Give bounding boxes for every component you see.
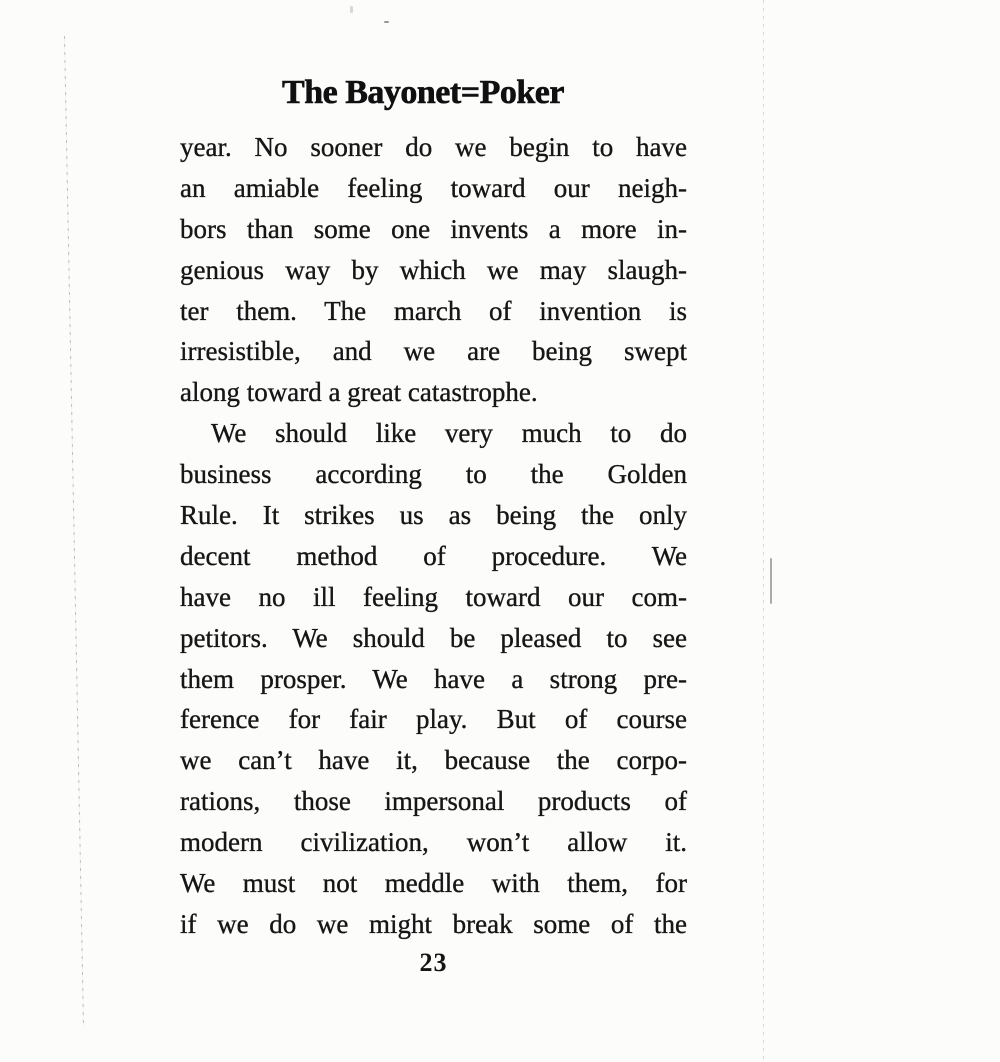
text-line: genious way by which we may slaugh-	[180, 254, 687, 285]
text-line: have no ill feeling toward our com-	[180, 581, 687, 612]
text-line: irresistible, and we are being swept	[180, 336, 687, 367]
text-line: Rule. It strikes us as being the only	[180, 500, 687, 531]
text-line: we can’t have it, because the corpo-	[180, 745, 687, 776]
text-line: if we do we might break some of the	[180, 908, 687, 939]
text-line: them prosper. We have a strong pre-	[180, 663, 687, 694]
scan-artifact-right-line	[763, 0, 764, 1062]
body-text	[180, 127, 687, 945]
text-line: We should like very much to do	[211, 418, 687, 449]
running-head-title: The Bayonet=Poker	[282, 74, 564, 111]
text-line: an amiable feeling toward our neigh-	[180, 172, 687, 203]
text-line: We must not meddle with them, for	[180, 868, 687, 899]
text-line: along toward a great catastrophe.	[180, 377, 538, 408]
scan-speck	[350, 6, 353, 13]
text-line: rations, those impersonal products of	[180, 786, 687, 817]
text-line: year. No sooner do we begin to have	[180, 132, 687, 162]
text-line: business according to the Golden	[180, 459, 687, 490]
text-line: decent method of procedure. We	[180, 540, 687, 571]
text-line: petitors. We should be pleased to see	[180, 622, 687, 653]
scan-artifact-left-line	[64, 36, 84, 1026]
scan-artifact-dark-segment	[770, 558, 772, 604]
scan-speck	[384, 21, 389, 23]
text-line: ference for fair play. But of course	[180, 704, 687, 735]
text-line: modern civilization, won’t allow it.	[180, 827, 687, 858]
page-number: 23	[419, 948, 448, 977]
text-line: ter them. The march of invention is	[180, 295, 687, 326]
text-line: bors than some one invents a more in-	[180, 213, 687, 244]
